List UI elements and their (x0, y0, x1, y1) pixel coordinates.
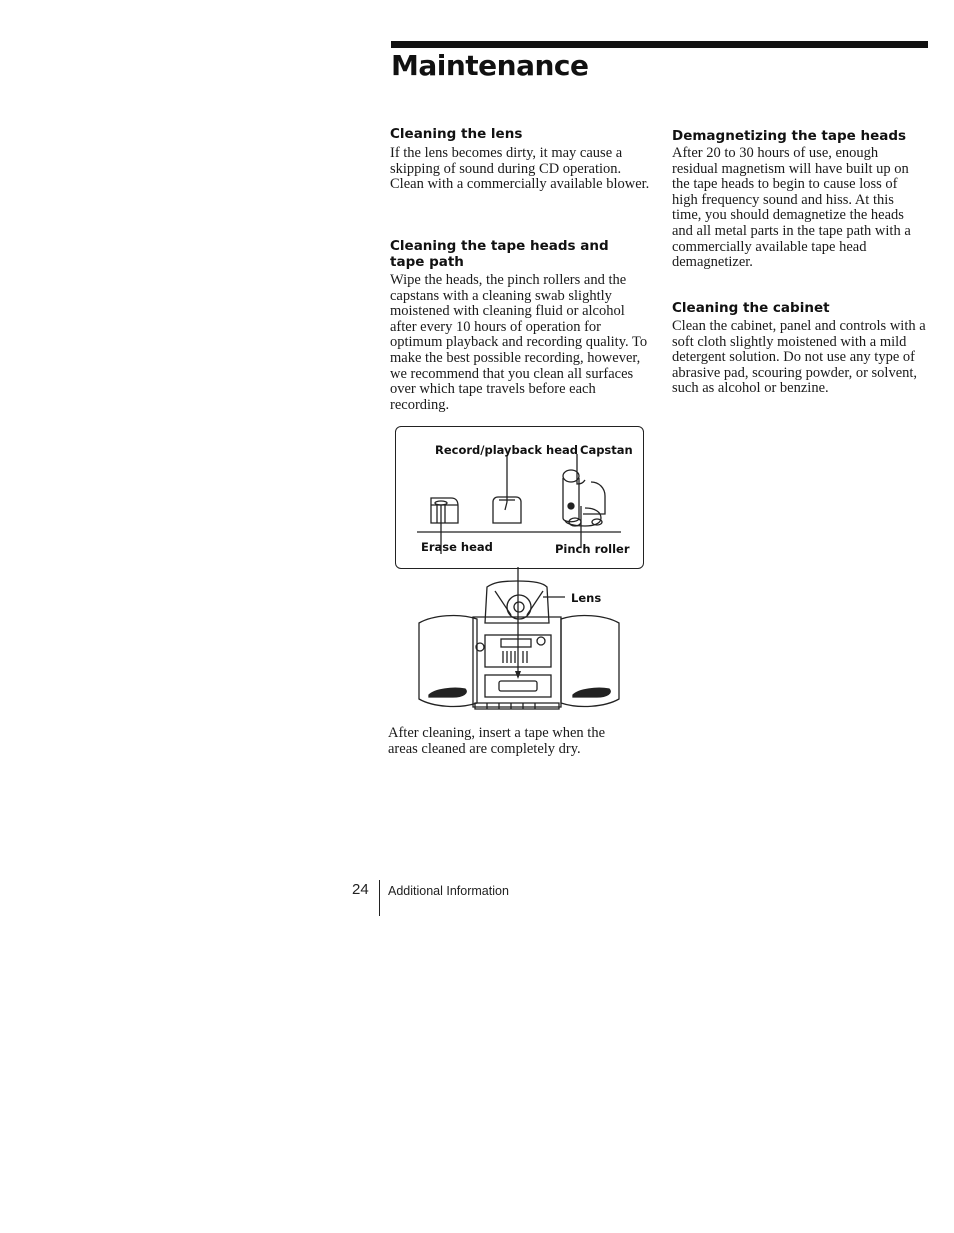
label-capstan: Capstan (580, 443, 633, 457)
page-title: Maintenance (391, 49, 589, 82)
footer-divider (379, 880, 380, 916)
heading-demagnetizing: Demagnetizing the tape heads (672, 128, 907, 144)
body-cleaning-lens: If the lens becomes dirty, it may cause a skipping of sound during CD operation. Clean with a commercially available blower. (390, 145, 650, 193)
heading-cleaning-lens: Cleaning the lens (390, 126, 523, 142)
body-cleaning-tape-heads: Wipe the heads, the pinch rollers and the capstans with a cleaning swab slightly moistened with cleaning fluid or alcohol after every 10 hours of operation for optimum playback and recording quality. To make the best possible recording, however, we recommend that you clean all surfaces over which tape travels before each recording. (390, 272, 648, 413)
heading-cleaning-cabinet: Cleaning the cabinet (672, 300, 830, 316)
label-lens: Lens (571, 591, 602, 605)
heading-cleaning-tape-heads: Cleaning the tape heads and tape path (390, 238, 609, 270)
title-rule (391, 41, 928, 48)
body-demagnetizing: After 20 to 30 hours of use, enough residual magnetism will have built up on the tape heads to begin to cause loss of high frequency sound and hiss. At this time, you should demagnetize the heads and all metal parts in the tape path with a commercially available tape head demagnetizer. (672, 145, 911, 271)
body-cleaning-cabinet: Clean the cabinet, panel and controls with a soft cloth slightly moistened with a mild detergent solution. Do not use any type of abrasive pad, scouring powder, or solvent, such as alcohol or benzine. (672, 318, 926, 397)
boombox-illustration (415, 567, 625, 717)
note-after-cleaning: After cleaning, insert a tape when the areas cleaned are completely dry. (388, 725, 606, 757)
label-pinch-roller: Pinch roller (555, 542, 630, 556)
label-erase-head: Erase head (421, 540, 493, 554)
label-record-playback-head: Record/playback head (435, 443, 578, 457)
page-number: 24 (352, 881, 369, 898)
footer-section: Additional Information (388, 884, 509, 898)
tape-heads-illustration (395, 426, 644, 569)
